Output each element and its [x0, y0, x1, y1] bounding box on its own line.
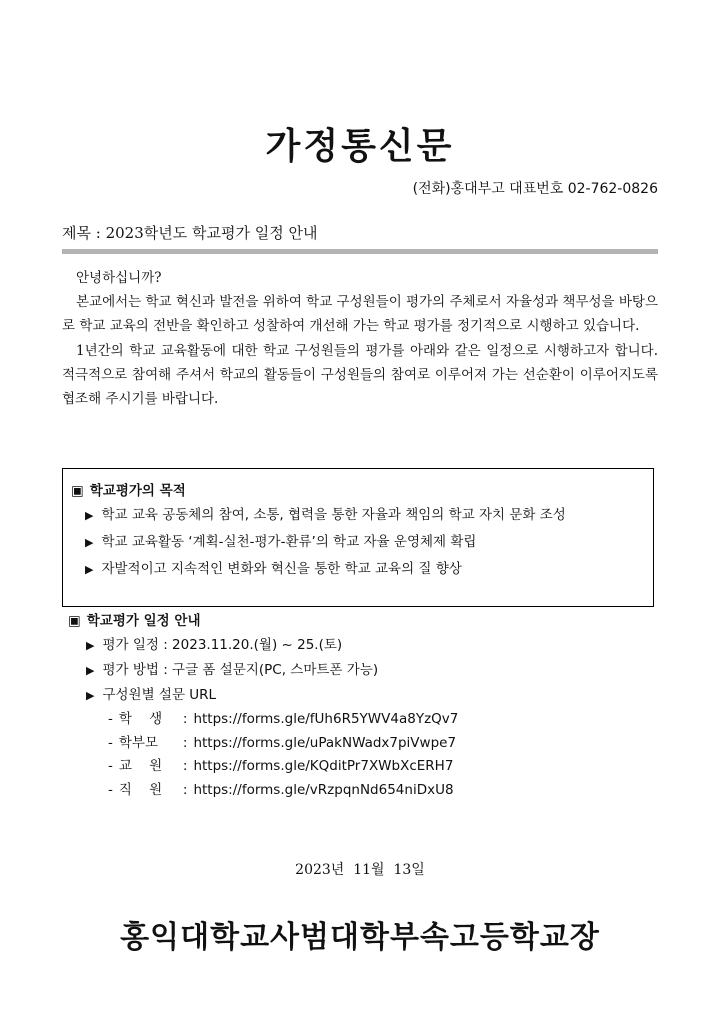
list-item: ▶ 자발적이고 지속적인 변화와 혁신을 통한 학교 교육의 질 향상 [85, 561, 462, 577]
body-paragraph: 1년간의 학교 교육활동에 대한 학교 구성원들의 평가를 아래와 같은 일정으로 시행하고자 합니다. 적극적으로 참여해 주셔서 학교의 활동들이 구성원들의 참여로 이루어져 가는 선순환이 이루어지도록 협조해 주시기를 바랍니다. [62, 342, 658, 408]
schedule-method: ▶ 평가 방법 : 구글 폼 설문지(PC, 스마트폰 가능) [86, 662, 379, 678]
url-row-student: - 학 생 : https://forms.gle/fUh6R5YWV4a8YzQv7 [108, 708, 648, 732]
url-row-parent: - 학부모 : https://forms.gle/uPakNWadx7piVwpe7 [108, 732, 648, 756]
purpose-heading [71, 479, 186, 499]
url-row-teacher: - 교 원 : https://forms.gle/KQditPr7XWbXcERH7 [108, 755, 648, 779]
triangle-bullet-icon: ▶ [85, 509, 94, 522]
triangle-bullet-icon: ▶ [86, 664, 95, 677]
subject-line: 제목 : 2023학년도 학교평가 일정 안내 [62, 224, 318, 242]
square-bullet-icon: ▣ [68, 613, 81, 629]
triangle-bullet-icon: ▶ [86, 639, 95, 652]
divider [62, 249, 658, 254]
square-bullet-icon: ▣ [71, 483, 84, 499]
list-item: ▶ 학교 교육활동 ‘계획-실천-평가-환류’의 학교 자율 운영체제 확립 [85, 534, 477, 550]
schedule-urls-label: ▶ 구성원별 설문 URL [86, 687, 217, 703]
schedule-section [68, 610, 648, 802]
schedule-date: ▶ 평가 일정 : 2023.11.20.(월) ~ 25.(토) [86, 637, 343, 653]
phone-number: (전화)홍대부고 대표번호 02-762-0826 [412, 181, 658, 197]
role-label: 교 원 [118, 758, 163, 774]
survey-link[interactable]: https://forms.gle/uPakNWadx7piVwpe7 [193, 734, 457, 751]
body-text [62, 266, 658, 411]
school-name: 홍익대학교사범대학부속고등학교장 [120, 920, 600, 955]
purpose-heading-text: 학교평가의 목적 [89, 483, 186, 499]
greeting: 안녕하십니까? [76, 270, 162, 286]
survey-link[interactable]: https://forms.gle/vRzpqnNd654niDxU8 [193, 781, 454, 798]
role-label: 학부모 [118, 734, 158, 751]
body-paragraph: 본교에서는 학교 혁신과 발전을 위하여 학교 구성원들이 평가의 주체로서 자율성과 책무성을 바탕으로 학교 교육의 전반을 확인하고 성찰하여 개선해 가는 학교 평가를 정기적으로 시행하고 있습니다. [62, 294, 658, 335]
url-row-staff: - 직 원 : https://forms.gle/vRzpqnNd654niDxU8 [108, 779, 648, 803]
document-title: 가정통신문 [265, 126, 455, 167]
survey-link[interactable]: https://forms.gle/fUh6R5YWV4a8YzQv7 [193, 711, 459, 727]
list-item: ▶ 학교 교육 공동체의 참여, 소통, 협력을 통한 자율과 책임의 학교 자치 문화 조성 [85, 507, 566, 523]
purpose-list [85, 502, 651, 583]
role-label: 직 원 [118, 781, 163, 798]
purpose-box [62, 468, 654, 607]
triangle-bullet-icon: ▶ [86, 689, 95, 702]
schedule-heading-text: 학교평가 일정 안내 [86, 613, 201, 629]
issue-date: 2023년 11월 13일 [295, 862, 425, 878]
triangle-bullet-icon: ▶ [85, 536, 94, 549]
role-label: 학 생 [118, 711, 163, 727]
schedule-heading [68, 610, 648, 633]
triangle-bullet-icon: ▶ [85, 563, 94, 576]
survey-link[interactable]: https://forms.gle/KQditPr7XWbXcERH7 [193, 758, 454, 774]
